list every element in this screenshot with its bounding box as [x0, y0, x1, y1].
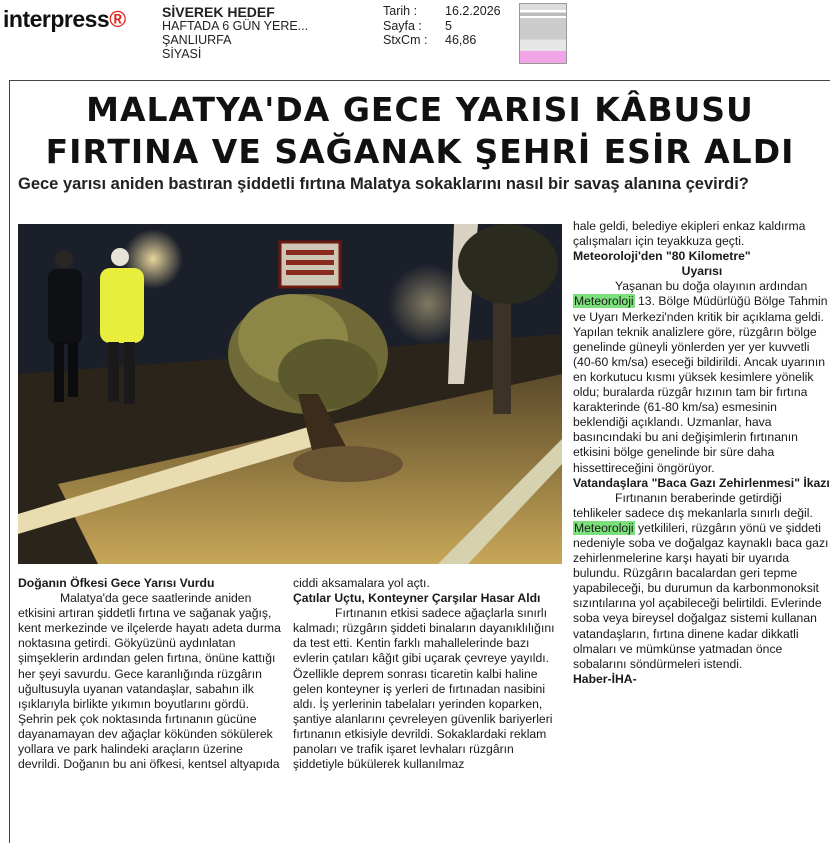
article-column-2 — [293, 576, 561, 772]
headline-line-1: MALATYA'DA GECE YARISI KÂBUSU — [86, 90, 754, 129]
headline-line-2: FIRTINA VE SAĞANAK ŞEHRİ ESİR ALDI — [45, 132, 795, 171]
publication-city: ŞANLIURFA — [162, 33, 232, 47]
byline: Haber-İHA- — [573, 671, 637, 686]
publication-frequency: HAFTADA 6 GÜN YERE... — [162, 19, 309, 33]
publication-section: SİYASİ — [162, 47, 202, 61]
logo-registered-mark: ® — [109, 6, 126, 32]
keyword-highlight: Meteoroloji — [574, 520, 634, 535]
fallen-tree-photo — [18, 224, 562, 564]
date-label: Tarih : — [383, 4, 418, 18]
article-column-3 — [573, 219, 831, 687]
publication-info — [162, 5, 308, 61]
size-value: 46,86 — [445, 33, 477, 47]
interpress-logo — [3, 6, 126, 33]
paragraph-3-start: Yaşanan bu doğa olayının ardından — [615, 279, 808, 294]
paragraph-4-start: Fırtınanın beraberinde getirdiği tehlikeler sadece dış mekanlarla sınırlı değil. — [573, 490, 813, 520]
paragraph-1: Malatya'da gece saatlerinde aniden etkisini artıran şiddetli fırtına ve sağanak yağış, kent merkezinde ve ilçelerde hayatı adeta durma noktasına getirdi. Gökyüzünü aydınlatan şimşeklerin ardından gelen fırtına, önüne kattığı her şeyi savurdu. Gece karanlığında rüzgârın uğultusuyla uyanan vatandaşlar, sabahın ilk ışıklarıyla birlikte yıkımın boyutlarını gördü. Şehrin pek çok noktasında fırtınanın gücüne dayanamayan dev ağaçlar kökünden sökülerek yollara ve park halindeki araçların üzerine devrildi. Doğanın bu ani öfkesi, kentsel altyapıda — [18, 591, 281, 772]
headline — [10, 89, 830, 173]
paragraph-4-rest: yetkilileri, rüzgârın yönü ve şiddeti nedeniyle soba ve doğalgaz kaynaklı baca gazı zehirlenmelerine karşı hayati bir uyarıda bulundu. Rüzgârın bacalardan geri tepme yapabileceği, bu durumun da karbonmonoksit sızıntılarına yol açabileceği belirtildi. Evlerinde soba veya bireysel doğalgaz sistemi kullanan vatandaşların, fırtına dinene kadar dikkatli olmaları ve mümkünse yatmadan önce sobalarını söndürmeleri istendi. — [573, 520, 829, 671]
paragraph-2-continued: hale geldi, belediye ekipleri enkaz kaldırma çalışmaları için teyakkuza geçti. — [573, 219, 806, 249]
logo-text: interpress — [3, 6, 110, 32]
publication-name: SİVEREK HEDEF — [162, 4, 275, 20]
size-label: StxCm : — [383, 33, 428, 47]
section-heading-1: Doğanın Öfkesi Gece Yarısı Vurdu — [18, 576, 215, 590]
paragraph-3-rest: 13. Bölge Müdürlüğü Bölge Tahmin ve Uyarı Merkezi'nden kritik bir açıklama geldi. Yapılan teknik analizlere göre, rüzgârın bölge genelinde güneyli yönlerden yer yer kuvvetli (40-60 km/sa) eseceği bildirildi. Ancak uyarının en korkutucu kısmı yüksek kesimlere yönelik oldu; buralarda rüzgâr hızının tam bir fırtına karakterinde (61-80 km/sa) esmesinin beklendiği açıklandı. Uzmanlar, hava basıncındaki bu ani değişimlerin fırtınanın etkisini bölge genelinde bir süre daha hissettireceğini öngörüyor. — [573, 294, 828, 475]
section-heading-4: Vatandaşlara "Baca Gazı Zehirlenmesi" İkazı — [573, 475, 830, 490]
section-heading-2: Çatılar Uçtu, Konteyner Çarşılar Hasar Aldı — [293, 591, 541, 606]
date-value: 16.2.2026 — [445, 4, 501, 18]
paragraph-4 — [573, 491, 831, 672]
article-clipping — [9, 80, 830, 843]
keyword-highlight: Meteoroloji — [574, 294, 634, 309]
article-column-1 — [18, 576, 286, 772]
page-thumbnail[interactable] — [519, 3, 567, 64]
paragraph-2: Fırtınanın etkisi sadece ağaçlarla sınırlı kalmadı; rüzgârın şiddeti binaların dayanıklılığını da test etti. Kentin farklı mahallelerinde bazı evlerin çatıları kâğıt gibi uçarak çevreye yayıldı. Özellikle deprem sonrası ticaretin kalbi haline gelen konteyner iş yerleri de fırtınadan nasibini aldı. İş yerlerinin tabelaları yerinden koparken, şantiye alanlarını çevreleyen güvenlik bariyerleri fırtınanın etkisiyle devrildi. Sokaklardaki reklam panoları ve trafik işaret levhaları rüzgârın şiddetiyle bükülerek kullanılmaz — [293, 606, 555, 772]
page-value: 5 — [445, 18, 452, 33]
section-heading-3-line-2: Uyarısı — [681, 264, 723, 279]
clipping-meta — [383, 4, 501, 48]
storm-photo — [18, 224, 562, 564]
page-label: Sayfa : — [383, 18, 422, 33]
subheadline: Gece yarısı aniden bastıran şiddetli fırtına Malatya sokaklarını nasıl bir savaş alanına çevirdi? — [18, 175, 749, 193]
paragraph-3 — [573, 279, 831, 475]
clipping-header — [0, 0, 834, 72]
section-heading-3: Meteoroloji'den "80 Kilometre" — [573, 249, 751, 264]
paragraph-1-continued: ciddi aksamalara yol açtı. — [293, 576, 430, 590]
